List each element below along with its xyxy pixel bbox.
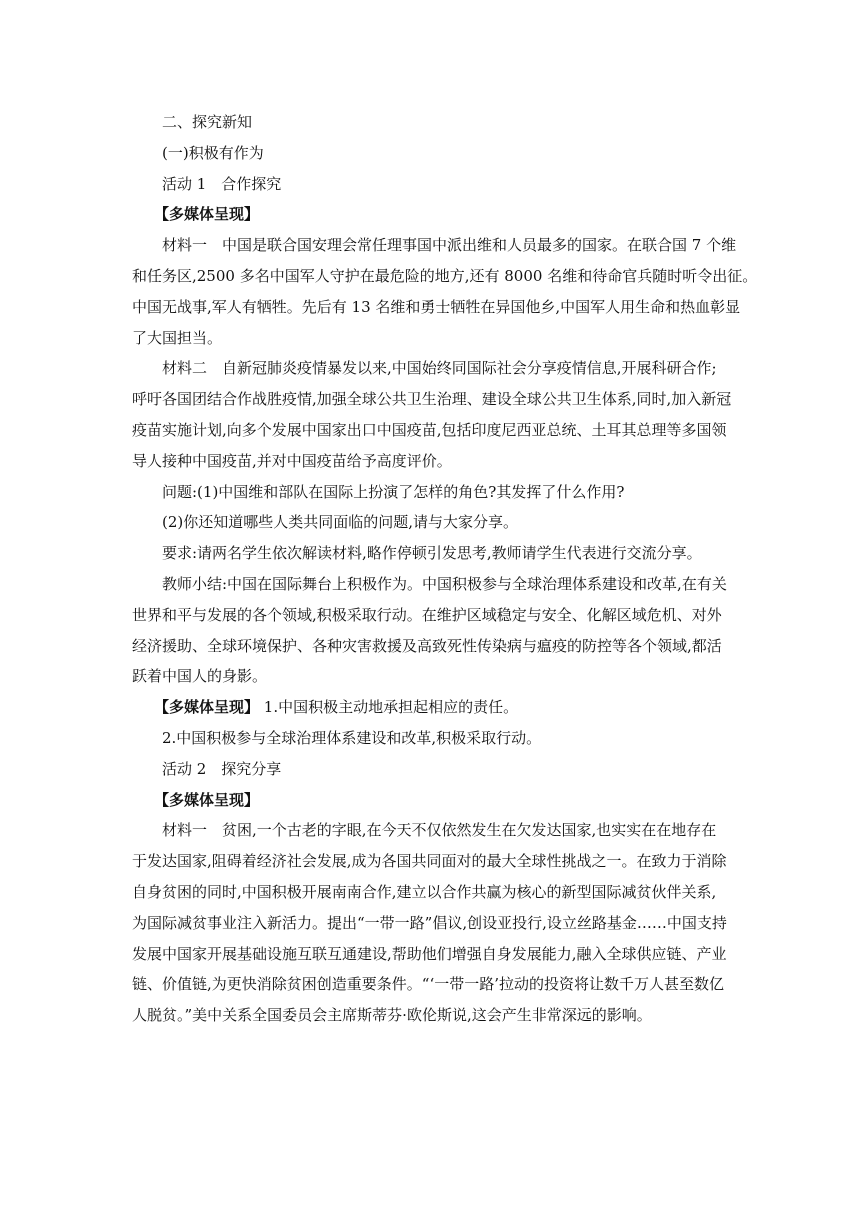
paragraph-line: 了大国担当。 xyxy=(132,328,223,347)
subsection-heading: (一)积极有作为 xyxy=(162,143,264,162)
media-point-1-text: 1.中国积极主动地承担起相应的责任。 xyxy=(259,698,519,717)
activity2-media-label: 【多媒体呈现】 xyxy=(154,790,260,809)
paragraph-line: 教师小结:中国在国际舞台上积极作为。中国积极参与全球治理体系建设和改革,在有关 xyxy=(162,574,727,593)
activity1-media-line xyxy=(154,199,702,230)
activity1-material1 xyxy=(132,230,758,353)
question-2: (2)你还知道哪些人类共同面临的问题,请与大家分享。 xyxy=(162,513,519,532)
question-1: 问题:(1)中国维和部队在国际上扮演了怎样的角色?其发挥了什么作用? xyxy=(162,482,625,501)
paragraph-line: 于发达国家,阻碍着经济社会发展,成为各国共同面对的最大全球性挑战之一。在致力于消除 xyxy=(132,852,727,871)
paragraph-line: 经济援助、全球环境保护、各种灾害救援及高致死性传染病与瘟疫的防控等各个领域,都活 xyxy=(132,636,722,655)
activity1-title: 活动 1 合作探究 xyxy=(162,174,282,193)
paragraph-line: 世界和平与发展的各个领域,积极采取行动。在维护区域稳定与安全、化解区域危机、对外 xyxy=(132,605,722,624)
paragraph-line: 疫苗实施计划,向多个发展中国家出口中国疫苗,包括印度尼西亚总统、土耳其总理等多国领 xyxy=(132,420,727,439)
paragraph-line: 中国无战事,军人有牺牲。先后有 13 名维和勇士牺牲在异国他乡,中国军人用生命和热血彰显 xyxy=(132,297,741,316)
requirement: 要求:请两名学生依次解读材料,略作停顿引发思考,教师请学生代表进行交流分享。 xyxy=(162,544,702,563)
document-body xyxy=(132,107,758,1031)
activity1-material2 xyxy=(132,353,732,476)
paragraph-line: 材料一 贫困,一个古老的字眼,在今天不仅依然发生在欠发达国家,也实实在在地存在 xyxy=(162,821,717,840)
activity2-material1 xyxy=(132,815,727,1031)
paragraph-line: 自身贫困的同时,中国积极开展南南合作,建立以合作共赢为核心的新型国际减贫伙伴关系, xyxy=(132,882,717,901)
activity2-title: 活动 2 探究分享 xyxy=(162,759,282,778)
paragraph-line: 链、价值链,为更快消除贫困创造重要条件。“‘一带一路’拉动的投资将让数千万人甚至数亿 xyxy=(132,975,724,994)
paragraph-line: 发展中国家开展基础设施互联互通建设,帮助他们增强自身发展能力,融入全球供应链、产业 xyxy=(132,944,727,963)
paragraph-line: 材料二 自新冠肺炎疫情暴发以来,中国始终同国际社会分享疫情信息,开展科研合作; xyxy=(162,359,717,378)
activity2-media-line xyxy=(154,785,702,816)
paragraph-line: 和任务区,2500 多名中国军人守护在最危险的地方,还有 8000 名维和待命官兵随时听令出征。 xyxy=(132,266,758,285)
media-point-1-label: 【多媒体呈现】 xyxy=(154,698,260,717)
paragraph-line: 跃着中国人的身影。 xyxy=(132,667,268,686)
paragraph-line: 呼吁各国团结合作战胜疫情,加强全球公共卫生治理、建设全球公共卫生体系,同时,加入新冠 xyxy=(132,390,732,409)
paragraph-line: 人脱贫。”美中关系全国委员会主席斯蒂芬·欧伦斯说,这会产生非常深远的影响。 xyxy=(132,1006,652,1025)
activity1-media-label: 【多媒体呈现】 xyxy=(154,205,260,224)
media-point-2: 2.中国积极参与全球治理体系建设和改革,积极采取行动。 xyxy=(162,728,542,747)
paragraph-line: 材料一 中国是联合国安理会常任理事国中派出维和人员最多的国家。在联合国 7 个维 xyxy=(162,236,737,255)
paragraph-line: 为国际减贫事业注入新活力。提出“一带一路”倡议,创设亚投行,设立丝路基金……中国支持 xyxy=(132,913,727,932)
media-point-1 xyxy=(154,692,702,723)
teacher-summary xyxy=(132,569,727,692)
paragraph-line: 导人接种中国疫苗,并对中国疫苗给予高度评价。 xyxy=(132,451,452,470)
section-heading: 二、探究新知 xyxy=(162,113,253,131)
